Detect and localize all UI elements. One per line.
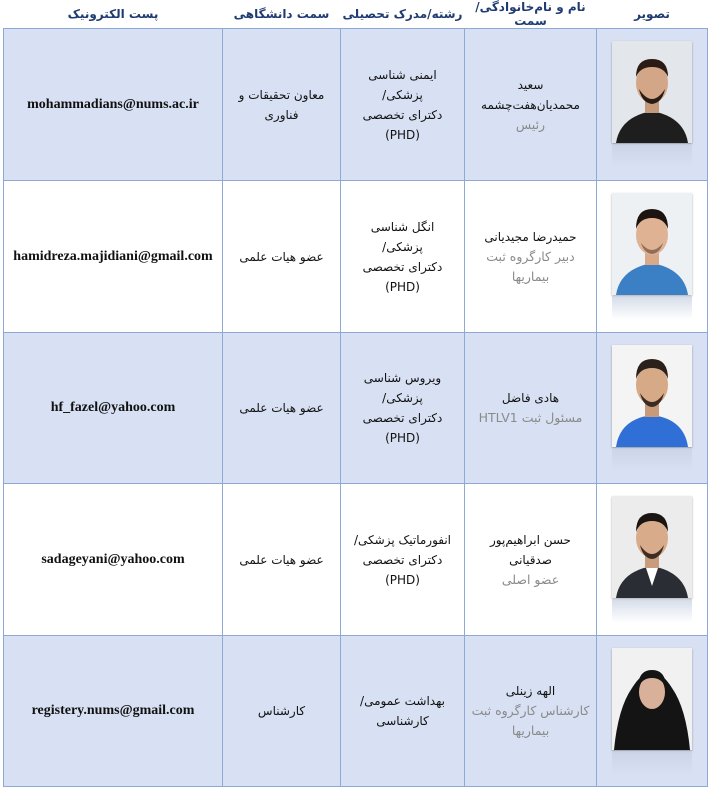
person-name: الهه زینلی [505, 684, 556, 698]
person-role: رئیس [515, 116, 546, 132]
photo-reflection [612, 599, 692, 623]
degree-cell: انگل شناسی پزشکی/ دکترای تخصصی (PHD) [341, 181, 465, 333]
person-photo [612, 193, 692, 295]
degree-cell: بهداشت عمومی/ کارشناسی [341, 636, 465, 787]
university-position-cell: معاون تحقیقات و فناوری [223, 29, 341, 181]
person-photo [612, 496, 692, 598]
email-cell[interactable]: hf_fazel@yahoo.com [4, 333, 223, 484]
photo-reflection [612, 144, 692, 168]
photo-reflection [612, 296, 692, 320]
header-photo: تصویر [597, 0, 708, 29]
photo-reflection [612, 448, 692, 472]
person-photo [612, 345, 692, 447]
degree-cell: ویروس شناسی پزشکی/ دکترای تخصصی (PHD) [341, 333, 465, 484]
photo-reflection [612, 751, 692, 775]
header-university-position: سمت دانشگاهی [223, 0, 341, 29]
person-photo [612, 648, 692, 750]
name-position-cell [465, 484, 597, 636]
table-row [4, 333, 708, 484]
name-position-cell [465, 636, 597, 787]
name-position-cell [465, 181, 597, 333]
university-position-cell: عضو هیات علمی [223, 181, 341, 333]
person-name: حسن ابراهیم‌پور صدقیانی [490, 532, 571, 567]
person-photo [612, 41, 692, 143]
person-role: مسئول ثبت HTLV1 [478, 410, 583, 425]
person-role: عضو اصلی [501, 571, 560, 587]
person-role: دبیر کارگروه ثبت بیماریها [486, 248, 575, 284]
photo-cell [597, 333, 708, 484]
photo-cell [597, 29, 708, 181]
person-role: کارشناس کارگروه ثبت بیماریها [471, 703, 590, 738]
degree-cell: ایمنی شناسی پزشکی/ دکترای تخصصی (PHD) [341, 29, 465, 181]
name-position-cell [465, 333, 597, 484]
header-name-position: نام و نام‌خانوادگی/ سمت [465, 0, 597, 29]
photo-cell [597, 181, 708, 333]
photo-cell [597, 636, 708, 787]
email-cell[interactable]: registery.nums@gmail.com [4, 636, 223, 787]
email-cell[interactable]: sadageyani@yahoo.com [4, 484, 223, 636]
header-field-degree: رشته/مدرک تحصیلی [341, 0, 465, 29]
person-name: حمیدرضا مجیدیانی [484, 229, 577, 244]
header-email: پست الکترونیک [4, 0, 223, 29]
table-row [4, 181, 708, 333]
staff-table [3, 0, 708, 787]
name-position-cell [465, 29, 597, 181]
university-position-cell: کارشناس [223, 636, 341, 787]
email-cell[interactable]: hamidreza.majidiani@gmail.com [4, 181, 223, 333]
person-name: سعید محمدیان‌هفت‌چشمه [481, 77, 580, 112]
table-row [4, 484, 708, 636]
table-row [4, 29, 708, 181]
photo-cell [597, 484, 708, 636]
email-cell[interactable]: mohammadians@nums.ac.ir [4, 29, 223, 181]
university-position-cell: عضو هیات علمی [223, 333, 341, 484]
table-row [4, 636, 708, 787]
person-name: هادی فاضل [501, 391, 560, 405]
degree-cell: انفورماتیک پزشکی/ دکترای تخصصی (PHD) [341, 484, 465, 636]
university-position-cell: عضو هیات علمی [223, 484, 341, 636]
header-row [4, 0, 708, 29]
